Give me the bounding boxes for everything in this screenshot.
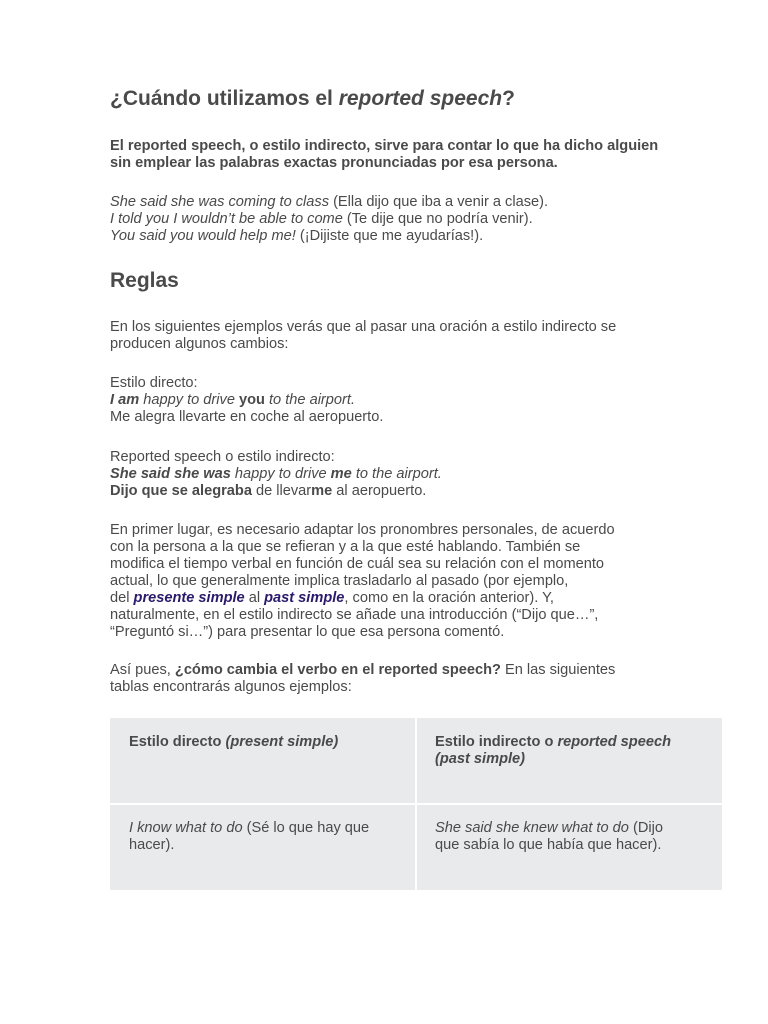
table-header-cell: Estilo indirecto o reported speech (past simple)	[435, 734, 671, 767]
reported-label: Reported speech o estilo indirecto:	[110, 449, 335, 465]
table-cell: She said she knew what to do (Dijo que sabía lo que había que hacer).	[435, 820, 663, 853]
example-line: She said she was coming to class (Ella dijo que iba a venir a clase).	[110, 194, 549, 210]
reported-translation: Dijo que se alegraba de llevarme al aeropuerto.	[110, 483, 427, 499]
example-line: I told you I wouldn’t be able to come (Te dije que no podría venir).	[110, 211, 533, 227]
page-title: ¿Cuándo utilizamos el reported speech?	[110, 87, 515, 110]
example-line: You said you would help me! (¡Dijiste que me ayudarías!).	[110, 228, 484, 244]
question-paragraph: Así pues, ¿cómo cambia el verbo en el reported speech? En las siguientes tablas encontrarás algunos ejemplos:	[110, 662, 616, 695]
direct-translation: Me alegra llevarte en coche al aeropuerto.	[110, 409, 384, 425]
past-simple-link[interactable]: past simple	[264, 590, 345, 606]
rules-heading: Reglas	[110, 269, 179, 292]
table-divider	[110, 803, 722, 805]
table-header-cell: Estilo directo (present simple)	[129, 734, 339, 750]
reported-speech-block	[110, 449, 670, 500]
direct-speech-block	[110, 375, 670, 426]
verb-table	[110, 718, 722, 890]
reported-example: She said she was happy to drive me to the airport.	[110, 466, 442, 482]
intro-paragraph: En los siguientes ejemplos verás que al pasar una oración a estilo indirecto se producen algunos cambios:	[110, 319, 617, 352]
direct-example: I am happy to drive you to the airport.	[110, 392, 355, 408]
lead-paragraph: El reported speech, o estilo indirecto, sirve para contar lo que ha dicho alguien sin emplear las palabras exactas pronunciadas por esa persona.	[110, 138, 659, 171]
explanation-paragraph: En primer lugar, es necesario adaptar los pronombres personales, de acuerdo con la persona a la que se refieran y a la que esté hablando. También se modifica el tiempo verbal en función de cuál sea su relación con el momento actual, lo que generalmente implica trasladarlo al pasado (por ejemplo, del presente simple al past simple, como en la oración anterior). Y, naturalmente, en el estilo indirecto se añade una introducción (“Dijo que…”, “Preguntó si…”) para presentar lo que esa persona comentó.	[110, 522, 615, 640]
direct-label: Estilo directo:	[110, 375, 198, 391]
examples-block	[110, 194, 690, 245]
presente-simple-link[interactable]: presente simple	[133, 590, 245, 606]
table-cell: I know what to do (Sé lo que hay que hacer).	[129, 820, 370, 853]
